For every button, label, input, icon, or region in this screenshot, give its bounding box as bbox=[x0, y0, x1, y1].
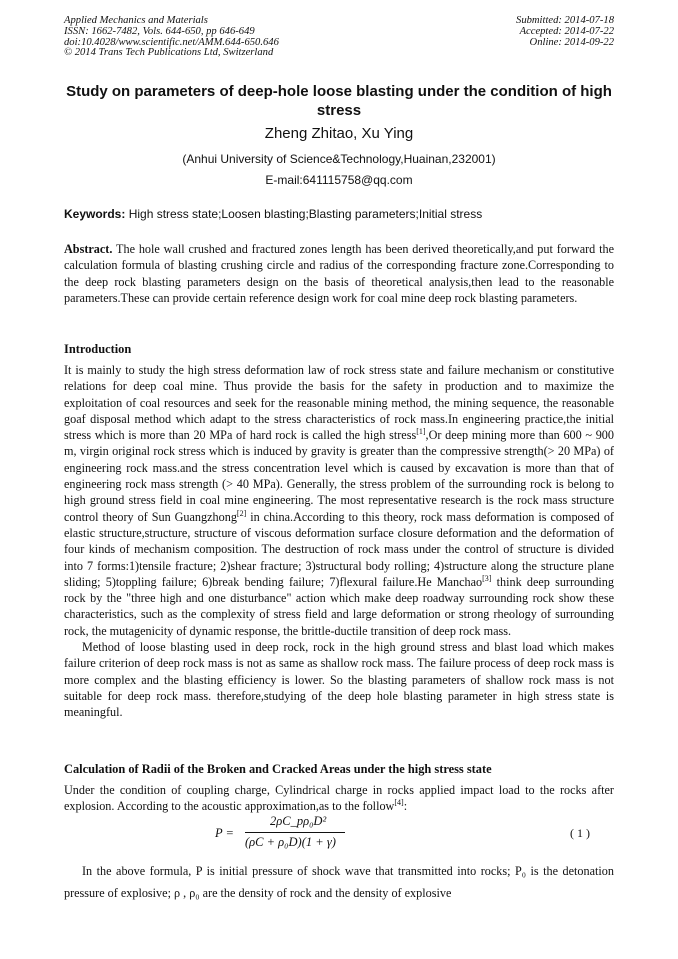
intro-paragraph-1: It is mainly to study the high stress deformation law of rock stress state and failure mechanism or constitutive relations for deep coal mine. Thus provide the basis for the safety in production and to maximize the exploitation of coal resources and seek for the reasonable mining method, the mining sequence, the reasonable goaf disposal method which adapt to the stress characteristics of rock mass.In engineering practice,the initial stress which is more than 20 MPa of hard rock is called the high stress[1],Or deep mining more than 600 ~ 900 m, virgin original rock stress which is induced by gravity is greater than the compressive strength(> 20 MPa) of engineering rock mass.and the stress concentration level which is caused by excavation is more than that of engineering rock mass strength (> 40 MPa). Generally, the stress problem of the surrounding rock is belong to high ground stress field in coal mine engineering. The most representative research is the rock mass structure control theory of Sun Guangzhong[2] in china.According to this theory, rock mass deformation is composed of elastic structure,structure, structure of viscous deformation surface closure deformation and the deformation of four kinds of mechanism composition. The destruction of rock mass under the control of structure is divided into 7 forms:1)tensile fracture; 2)shear fracture; 3)structural body rolling; 4)structure along the structure plane sliding; 5)toppling failure; 6)break bending failure; 7)flexural failure.He Manchao[3] think deep surrounding rock by the "three high and one disturbance" action which make deep roadway surrounding rock show these characteristics, such as the complexity of stress field and large deformation or strong rheology of surrounding rock, the mutagenicity of dynamic response, the brittle-ductile transition of deep rock mass. bbox=[64, 363, 614, 638]
formula-lhs: P = bbox=[215, 826, 234, 840]
keywords-text: High stress state;Loosen blasting;Blasting parameters;Initial stress bbox=[128, 207, 483, 221]
formula-numerator: 2ρC_pρ₀D² bbox=[270, 814, 327, 828]
fraction-bar bbox=[245, 832, 345, 833]
abstract-label: Abstract. bbox=[64, 242, 113, 256]
calculation-heading: Calculation of Radii of the Broken and Cracked Areas under the high stress state bbox=[64, 762, 492, 776]
email: E-mail:641115758@qq.com bbox=[265, 173, 413, 187]
introduction-heading: Introduction bbox=[64, 342, 132, 356]
affiliation: (Anhui University of Science&Technology,Huainan,232001) bbox=[182, 152, 496, 166]
formula-denominator: (ρC + ρ₀D)(1 + γ) bbox=[245, 835, 336, 849]
submitted-date: Submitted: 2014-07-18 bbox=[516, 15, 614, 26]
online-date: Online: 2014-09-22 bbox=[529, 36, 614, 48]
equation-number: ( 1 ) bbox=[570, 826, 590, 840]
journal-name: Applied Mechanics and Materials bbox=[64, 15, 208, 26]
abstract-text: The hole wall crushed and fractured zones length has been derived theoretically,and put forward the calculation formula of blasting crushing circle and radius of the corresponding fracture zone.Corresponding to the deep rock blasting parameters design on the basis of theoretical analysis,then lead to the reasonable parameters.These can provide certain reference design work for coal mine deep rock blasting parameters. bbox=[64, 242, 614, 305]
keywords bbox=[64, 207, 614, 221]
authors: Zheng Zhitao, Xu Ying bbox=[264, 125, 414, 142]
doi: doi:10.4028/www.scientific.net/AMM.644-650.646 bbox=[64, 36, 279, 48]
journal-meta bbox=[64, 16, 279, 59]
accepted-date: Accepted: 2014-07-22 bbox=[519, 25, 614, 37]
ref-4: [4] bbox=[394, 798, 404, 808]
equation-1 bbox=[215, 814, 355, 856]
calculation-paragraph-1: Under the condition of coupling charge, Cylindrical charge in rocks applied impact load to the rocks after explosion. According to the acoustic approximation,as to the follow[4]: bbox=[64, 783, 614, 814]
keywords-label: Keywords: bbox=[64, 207, 126, 221]
ref-2: [2] bbox=[236, 508, 247, 518]
introduction-body bbox=[64, 362, 614, 721]
abstract bbox=[64, 241, 614, 306]
copyright: © 2014 Trans Tech Publications Ltd, Switzerland bbox=[64, 47, 274, 59]
intro-paragraph-2: Method of loose blasting used in deep rock, rock in the high ground stress and blast load which makes failure criterion of deep rock mass is not as same as shallow rock mass. The failure process of deep rock mass is more complex and the blasting efficiency is lower. So the blasting parameters of shallow rock mass is not suitable for deep rock mass. therefore,studying of the deep hole blasting parameter in high stress state is meaningful. bbox=[64, 640, 614, 720]
ref-3: [3] bbox=[482, 573, 492, 583]
calculation-paragraph-2: In the above formula, P is initial pressure of shock wave that transmitted into rocks; P₀ is the detonation pressure of explosive; ρ , ρ₀ are the density of rock and the density of explosive bbox=[64, 864, 614, 900]
ref-1: [1] bbox=[416, 427, 426, 437]
paper-title: Study on parameters of deep-hole loose blasting under the condition of high stress bbox=[66, 83, 612, 119]
dates-meta bbox=[516, 16, 614, 48]
issn: ISSN: 1662-7482, Vols. 644-650, pp 646-649 bbox=[64, 25, 255, 37]
